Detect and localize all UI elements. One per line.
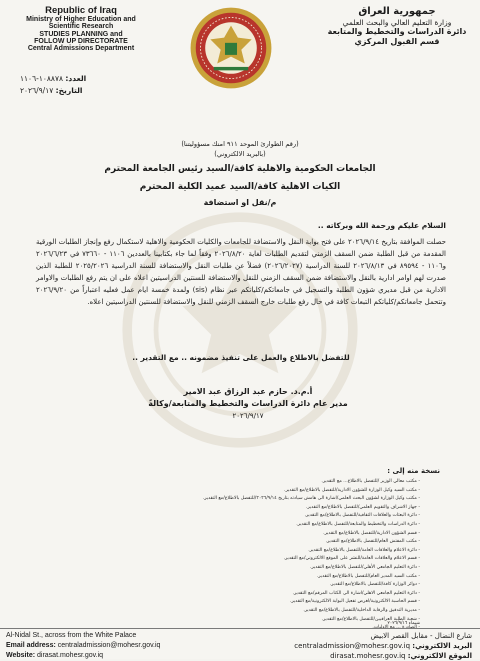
subject-line: م/نقل او استضافة: [203, 198, 277, 207]
header-directorate-2: FOLLOW UP DIRECTORATE: [34, 38, 128, 45]
footer-email-link[interactable]: centraladmission@mohesr.gov.iq: [57, 642, 161, 649]
cc-item: - شعبة الطلبة العراقيين/للتفضل بالاطلاع/مع التقدير.: [160, 616, 420, 625]
body-paragraph: حصلت الموافقة بتاريخ ٢٠٢٦/٩/١٤ على فتح بوابة النقل والاستضافة للجامعات والكليات الحكومية والاهلية لاستكمال رفع وإنجاز الطلبات الورقية المقدمة من قبل الطلبة ضمن السقف الزمني لتقديم الطلبات لغاية ٢٠٢٦/٨/٢٠ وفقاً لما جاء بكتابينا بالعددين ١١٠٦ - ٧٣٦٦٠ في ٢٠٢٦/٦/٢٣ و١١٠٦ - ٨٩٥٩٤ في ٢٠٢٦/٨/١٣ للسنة الدراسية (٢٠٢٦/٢٠٢٧) فضلاً عن طلبات النقل والاستضافة للسنة الدراسية ٢٠٢٥/٢٠٢٦ للطلبة الذين صدرت لهم اوامر ادارية بالنقل والاستضافة ضمن السقف الزمني للنقل والاستضافة للسنتين الدراسيتين اعلاه على ان يتم رفع الطلبات والاوامر الادارية من قبل مديري شؤون الطلبة والتسجيل في جامعاتكم/كلياتكم عبر نظام (sis) ولمدة خمسة ايام عمل فعليه اعتباراً من ٢٠٢٦/٩/٢٠ وتتحمل جامعاتكم/كلياتكم التبعات كافة في حال رفع طلبات خارج السقف الزمني للنقل والاستضافة للسنتين الدراسيتين اعلاه.: [36, 238, 447, 306]
footer-email-label-ar: البريد الالكتروني:: [412, 642, 472, 650]
cc-item: - دائرة الدراسات والتخطيط والمتابعة/للتفضل بالاطلاع/مع التقدير.: [160, 521, 420, 530]
cc-list: [160, 478, 420, 633]
cc-item: - مكتب السيد وكيل الوزارة للشؤون الادارية/للتفضل بالاطلاع/مع التقدير.: [160, 487, 420, 496]
cc-item: - جهاز الاشراف والتقويم العلمي/للتفضل بالاطلاع/مع التقدير.: [160, 504, 420, 513]
cc-item: - مكتب المفتش العام/للتفضل بالاطلاع/مع التقدير.: [160, 538, 420, 547]
cc-item: - مكتب وكيل الوزارة لشؤون البحث العلمي/اشارة الى هامش سيادته بتاريخ ٢٠٢٦/٩/١٤/للتفضل بالاطلاع/مع التقدير.: [160, 495, 420, 504]
ref-date: [20, 86, 82, 95]
footer-address-ar: شارع النضال - مقابل القصر الابيض: [370, 632, 472, 640]
addressee-universities: الجامعات الحكومية والاهلية كافة/السيد رئيس الجامعة المحترم: [104, 164, 376, 174]
footer: [0, 628, 480, 660]
addressee-colleges: الكيات الاهلية كافة/السيد عميد الكلية المحترم: [139, 182, 341, 192]
footer-email-link-ar[interactable]: centraladmission@mohesr.gov.iq: [294, 642, 411, 650]
cc-item: - مكتب معالي الوزير /للتفضل بالاطلاع... مع التقدير.: [160, 478, 420, 487]
footer-website-label-en: Website:: [6, 652, 36, 659]
footer-website-label-ar: الموقع الالكتروني:: [407, 652, 472, 660]
header-ar-directorate: دائرة الدراسات والتخطيط والمتابعة: [327, 27, 467, 36]
cc-dated: شيماء ٢٠٢٦/٩/١٦: [387, 621, 420, 626]
emergency-line: (رقم الطوارئ الموحد ٩١١ امنك مسؤوليتنا): [181, 140, 299, 148]
signatory-title: مدير عام دائرة الدراسات والتخطيط والمتابعة/وكالةً: [148, 399, 348, 408]
header-ministry-2: Scientific Research: [48, 23, 114, 31]
cc-item: - قسم الاعلام والعلاقات العامة/للنشر على الموقع الالكتروني/مع التقدير.: [160, 555, 420, 564]
header-english: [6, 6, 156, 53]
cc-title: نسخة منه إلى :: [387, 467, 440, 475]
email-note: (بالبريد الالكتروني): [214, 150, 266, 158]
footer-email-row-ar: [294, 641, 472, 651]
footer-website-link[interactable]: dirasat.mohesr.gov.iq: [37, 652, 104, 659]
footer-email-label-en: Email address:: [6, 642, 56, 649]
header-department: Central Admissions Department: [27, 45, 135, 53]
footer-address-en: Al-Nidal St., across from the White Palace: [6, 632, 137, 639]
closing-line: للتفضل بالاطلاع والعمل على تنفيذ مضمونه .. مع التقدير ..: [132, 353, 350, 362]
cc-item: - دائرة التعليم الجامعي الاهلي/اشارة الى الكتاب المرقم/مع التقدير.: [160, 590, 420, 599]
cc-item: - الصادرة ... مع الاوليات.: [160, 624, 420, 633]
ref-date-label: التاريخ:: [55, 86, 83, 95]
signatory-name: أ.م.د. حازم عبد الرزاق عبد الامير: [183, 387, 313, 396]
ref-date-value: ٢٠٢٦/٩/١٧: [20, 86, 54, 95]
cc-item: - دائرة الاعلام والعلاقات العامة/للتفضل بالاطلاع/مع التقدير.: [160, 547, 420, 556]
header-ar-ministry: وزارة التعليم العالي والبحث العلمي: [342, 18, 452, 27]
cc-item: - دوائر الوزارة كافة/للتفضل بالاطلاع/مع التقدير.: [160, 581, 420, 590]
ref-number-label: العدد:: [65, 74, 87, 83]
header-country: Republic of Iraq: [45, 5, 117, 16]
ref-number-value: ١٠٨٨٧٨-١١٠٦: [20, 74, 64, 83]
header-directorate: STUDIES PLANNING and: [39, 30, 123, 38]
cc-item: - دائرة التعليم الجامعي الأهلي/للتفضل بالاطلاع/مع التقدير.: [160, 564, 420, 573]
footer-website-row-ar: [294, 651, 472, 661]
footer-website-link-ar[interactable]: dirasat.mohesr.gov.iq: [330, 652, 406, 660]
footer-website-row-en: [6, 651, 160, 661]
footer-arabic: [294, 631, 472, 661]
cc-item: - قسم الحاسبة الالكترونية/لغرض تفعيل البوابة الالكترونية/مع التقدير.: [160, 598, 420, 607]
footer-english: [6, 631, 160, 661]
signature-date: ٢٠٢٦/٩/١٧: [232, 412, 264, 420]
signature-block: [148, 386, 348, 422]
header-ministry: Ministry of Higher Education and: [26, 15, 136, 23]
header-ar-department: قسم القبول المركزي: [354, 36, 440, 46]
cc-item: - مديرية التدقيق والرقابة الداخلية/للتفضل بالاطلاع/مع التقدير.: [160, 607, 420, 616]
footer-email-row-en: [6, 641, 160, 651]
cc-item: - قسم الشؤون الادارية/للتفضل بالاطلاع/مع التقدير.: [160, 530, 420, 539]
header-arabic: [322, 6, 472, 46]
cc-item: - مكتب السيد المدير العام/للتفضل بالاطلاع/مع التقدير.: [160, 573, 420, 582]
header-ar-country: جمهورية العراق: [358, 6, 436, 17]
ref-number: [20, 74, 86, 83]
cc-item: - دائرة البعثات والعلاقات الثقافية/للتفضل بالاطلاع/مع التقدير.: [160, 512, 420, 521]
greeting: السلام عليكم ورحمة الله وبركاته ..: [317, 221, 446, 230]
ministry-logo: [188, 5, 274, 91]
